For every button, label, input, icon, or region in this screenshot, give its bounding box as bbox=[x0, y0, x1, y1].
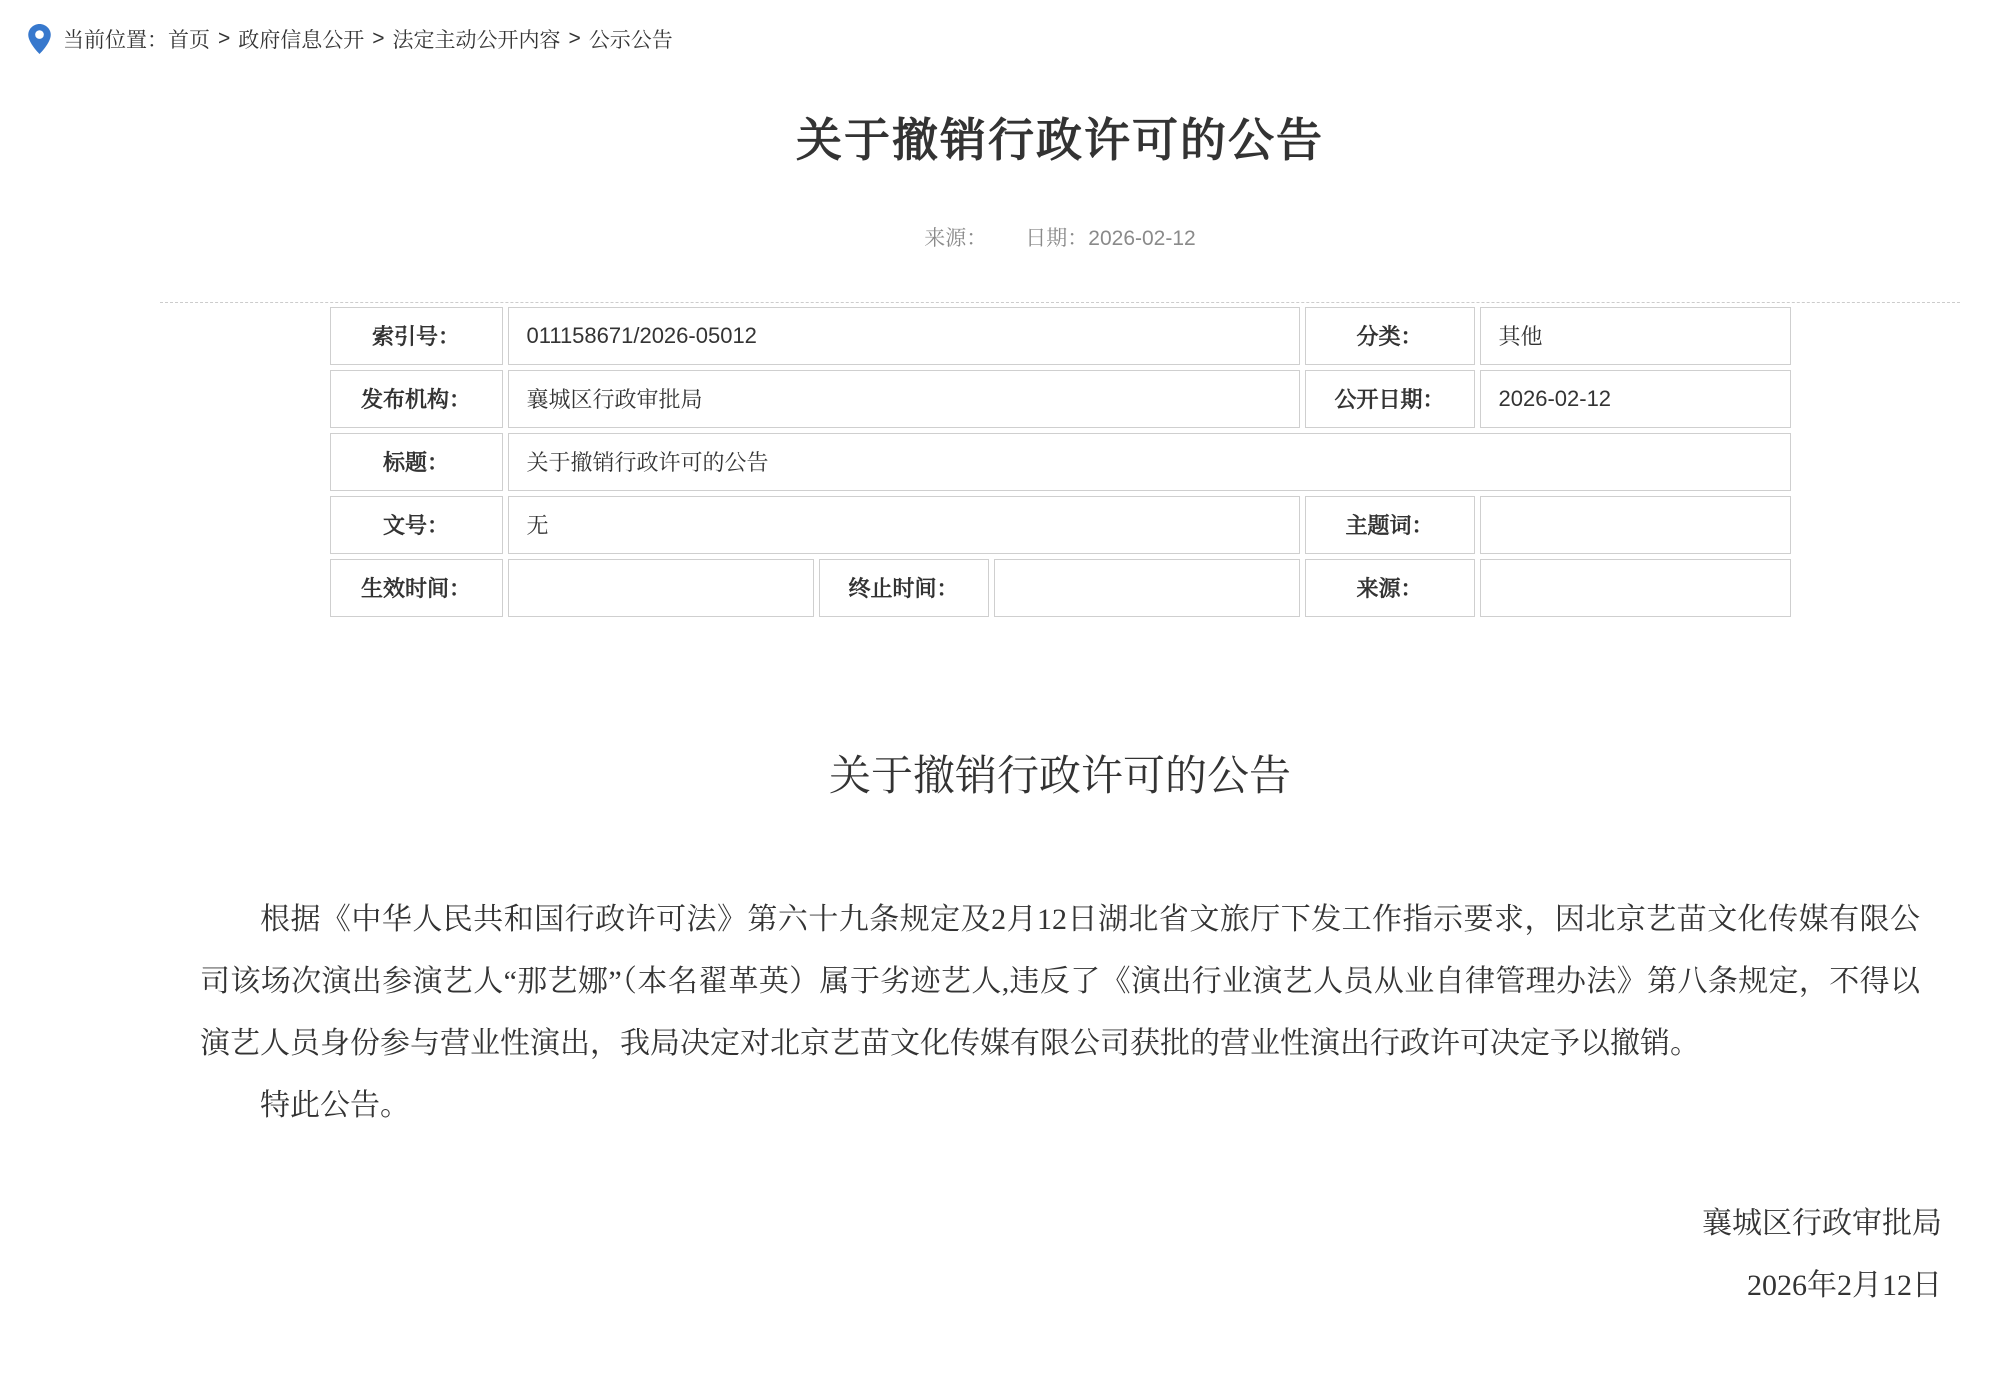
meta-pubdate-value: 2026-02-12 bbox=[1480, 370, 1791, 428]
signature-agency: 襄城区行政审批局 bbox=[1702, 1206, 1942, 1240]
meta-keywords-value bbox=[1480, 496, 1791, 554]
date-value: 2026-02-12 bbox=[1088, 226, 1196, 250]
breadcrumb bbox=[0, 0, 1993, 54]
location-pin-icon bbox=[28, 24, 51, 54]
breadcrumb-item-home[interactable]: 首页 bbox=[168, 29, 210, 52]
breadcrumb-separator: > bbox=[568, 27, 581, 50]
document-heading: 关于撤销行政许可的公告 bbox=[828, 753, 1291, 800]
meta-title-value: 关于撤销行政许可的公告 bbox=[508, 433, 1791, 491]
signature-date: 2026年2月12日 bbox=[1747, 1268, 1942, 1302]
meta-index-value: 011158671/2026-05012 bbox=[508, 307, 1300, 365]
source-date-line bbox=[160, 222, 1960, 252]
meta-category-label: 分类： bbox=[1305, 307, 1475, 365]
meta-pubdate-label: 公开日期： bbox=[1305, 370, 1475, 428]
breadcrumb-item-legal-disclosure[interactable]: 法定主动公开内容 bbox=[392, 29, 561, 52]
meta-title-label: 标题： bbox=[330, 433, 503, 491]
meta-source-label: 来源： bbox=[1305, 559, 1475, 617]
breadcrumb-separator: > bbox=[218, 27, 231, 50]
meta-agency-label: 发布机构： bbox=[330, 370, 503, 428]
document-body bbox=[200, 889, 1920, 1137]
main-content bbox=[160, 112, 1960, 1317]
meta-agency-value: 襄城区行政审批局 bbox=[508, 370, 1300, 428]
breadcrumb-item-announcements: 公示公告 bbox=[588, 29, 673, 52]
signature-block bbox=[160, 1193, 1960, 1317]
document-meta-table bbox=[330, 307, 1791, 617]
meta-source-value bbox=[1480, 559, 1791, 617]
dashed-divider bbox=[160, 302, 1960, 303]
meta-category-value: 其他 bbox=[1480, 307, 1791, 365]
meta-effective-label: 生效时间： bbox=[330, 559, 503, 617]
meta-endtime-value bbox=[994, 559, 1300, 617]
meta-index-label: 索引号： bbox=[330, 307, 503, 365]
breadcrumb-prefix: 当前位置： bbox=[63, 29, 168, 52]
body-paragraph-notice: 特此公告。 bbox=[260, 1088, 410, 1122]
body-paragraph: 根据《中华人民共和国行政许可法》第六十九条规定及2月12日湖北省文旅厅下发工作指示要求，因北京艺苗文化传媒有限公司该场次演出参演艺人“那艺娜”（本名翟革英）属于劣迹艺人,违反了《演出行业演艺人员从业自律管理办法》第八条规定，不得以演艺人员身份参与营业性演出，我局决定对北京艺苗文化传媒有限公司获批的营业性演出行政许可决定予以撤销。 bbox=[200, 902, 1920, 1060]
page-title: 关于撤销行政许可的公告 bbox=[796, 114, 1324, 166]
breadcrumb-separator: > bbox=[372, 27, 385, 50]
meta-effective-value bbox=[508, 559, 814, 617]
meta-keywords-label: 主题词： bbox=[1305, 496, 1475, 554]
meta-docno-label: 文号： bbox=[330, 496, 503, 554]
meta-endtime-label: 终止时间： bbox=[819, 559, 989, 617]
breadcrumb-item-gov-info[interactable]: 政府信息公开 bbox=[238, 29, 365, 52]
source-label: 来源： bbox=[924, 226, 988, 250]
date-label: 日期： bbox=[1025, 226, 1089, 250]
meta-docno-value: 无 bbox=[508, 496, 1300, 554]
